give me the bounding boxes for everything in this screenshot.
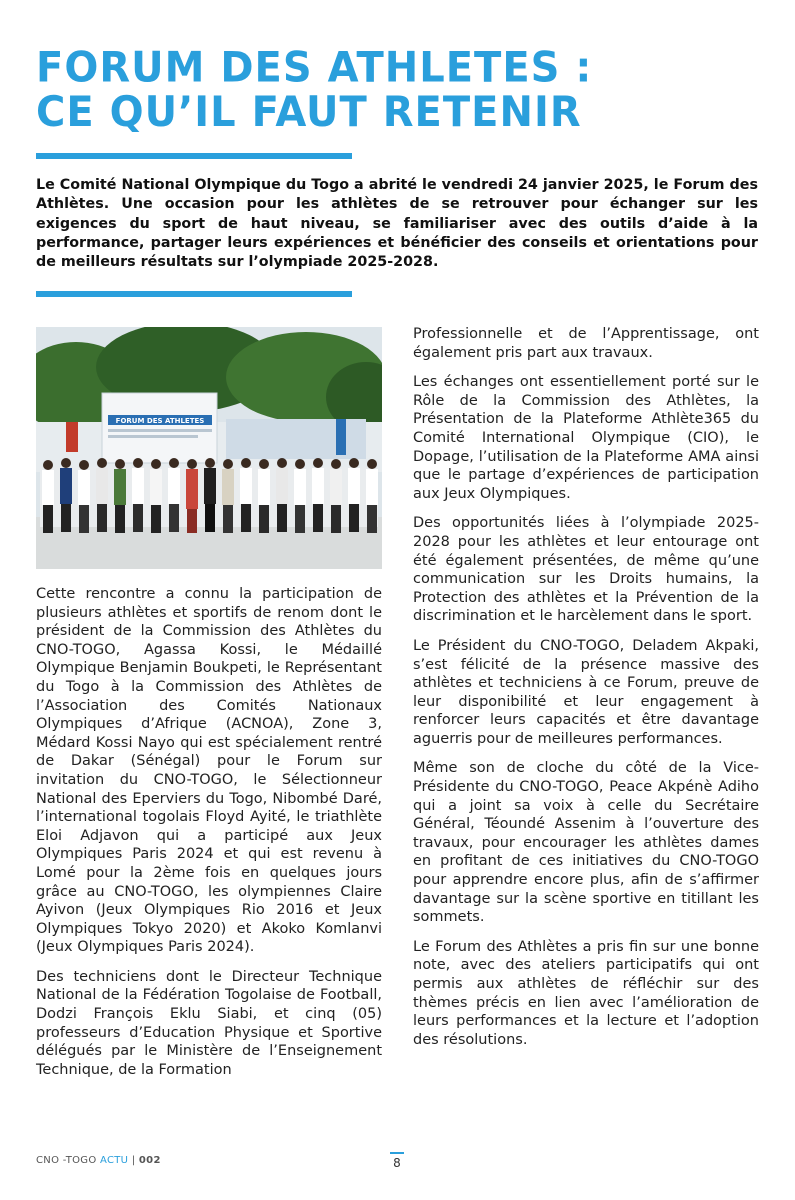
footer-separator: |: [131, 1155, 136, 1166]
body-paragraph: Des techniciens dont le Directeur Technique National de la Fédération Togolaise de Football, Dodzi François Eklu Siabi, et cinq (05) professeurs d’Education Physique et Sportive délégués par le Ministère de l’Enseignement Technique, de la Formation: [36, 968, 382, 1078]
article-title: [36, 43, 593, 137]
banner-title: FORUM DES ATHLETES: [115, 417, 205, 425]
body-paragraph: Les échanges ont essentiellement porté sur le Rôle de la Commission des Athlètes, la Présentation de la Plateforme Athlète365 du Comité International Olympique (CIO), le Dopage, l’utilisation de la Plateforme AMA ainsi que le partage d’expériences de participation aux Jeux Olympiques.: [413, 374, 759, 502]
footer-credit: [36, 1155, 161, 1166]
body-paragraph: Cette rencontre a connu la participation de plusieurs athlètes et sportifs de renom dont le président de la Commission des Athlètes du CNO-TOGO, Agassa Kossi, le Médaillé Olympique Benjamin Boukpeti, le Représentant du Togo à la Commission des Athlètes de l’Association des Comités Nationaux Olympiques d’Afrique (ACNOA), Zone 3, Médard Kossi Nayo qui est spécialement rentré de Dakar (Sénégal) pour le Forum sur invitation du CNO-TOGO, le Sélectionneur National des Eperviers du Togo, Nibombé Daré, l’international togolais Floyd Ayité, le triathlète Eloi Adjavon qui a participé aux Jeux Olympiques Paris 2024 et qui est revenu à Lomé pour la 2ème fois en quelques jours grâce au CNO-TOGO, les olympiennes Claire Ayivon (Jeux Olympiques Rio 2016 et Jeux Olympiques Tokyo 2020) et Akoko Komlanvi (Jeux Olympiques Paris 2024).: [36, 586, 382, 956]
right-column: [413, 325, 759, 1060]
page-number-marker: [390, 1152, 404, 1154]
group-photo-illustration: [36, 327, 382, 569]
body-paragraph: Le Forum des Athlètes a pris fin sur une bonne note, avec des ateliers participatifs qui ont permis aux athlètes de réfléchir sur des thèmes précis en lien avec l’amélioration de leurs performances et la lecture et l’adoption des résolutions.: [413, 938, 759, 1048]
left-column: [36, 585, 382, 1090]
body-paragraph: Professionnelle et de l’Apprentissage, ont également pris part aux travaux.: [413, 326, 759, 361]
footer-section: ACTU: [100, 1155, 129, 1166]
lead-paragraph: Le Comité National Olympique du Togo a abrité le vendredi 24 janvier 2025, le Forum des Athlètes. Une occasion pour les athlètes de se retrouver pour échanger sur les exigences du sport de haut niveau, se familiariser avec des outils d’aide à la performance, partager leurs expériences et bénéficier des conseils et orientations pour de meilleurs résultats sur l’olympiade 2025-2028.: [36, 177, 758, 271]
title-divider: [36, 153, 352, 159]
event-photo: [36, 327, 382, 569]
page-number: 8: [393, 1156, 401, 1170]
footer-brand: CNO -TOGO: [36, 1155, 97, 1166]
body-paragraph: Même son de cloche du côté de la Vice-Présidente du CNO-TOGO, Peace Akpénè Adiho qui a joint sa voix à celle du Secrétaire Général, Téoundé Assenim à l’ouverture des travaux, pour encourager les athlètes dames en profitant de ces initiatives du CNO-TOGO pour apprendre encore plus, afin de s’affirmer davantage sur la scène sportive en titillant les sommets.: [413, 760, 759, 926]
body-paragraph: Le Président du CNO-TOGO, Deladem Akpaki, s’est félicité de la présence massive des athlètes et techniciens à ce Forum, preuve de leur disponibilité et leur engagement à renforcer leurs capacités et être davantage aguerris pour de meilleures performances.: [413, 637, 759, 747]
title-line-2: CE QU’IL FAUT RETENIR: [36, 88, 582, 137]
footer-issue: 002: [138, 1155, 161, 1166]
body-paragraph: Des opportunités liées à l’olympiade 2025-2028 pour les athlètes et leur entourage ont été également présentées, de même qu’une communication sur les Droits humains, la Protection des athlètes et la Prévention de la discrimination et le harcèlement dans le sport.: [413, 515, 759, 625]
title-line-1: FORUM DES ATHLETES :: [36, 43, 593, 93]
lead-divider: [36, 291, 352, 297]
